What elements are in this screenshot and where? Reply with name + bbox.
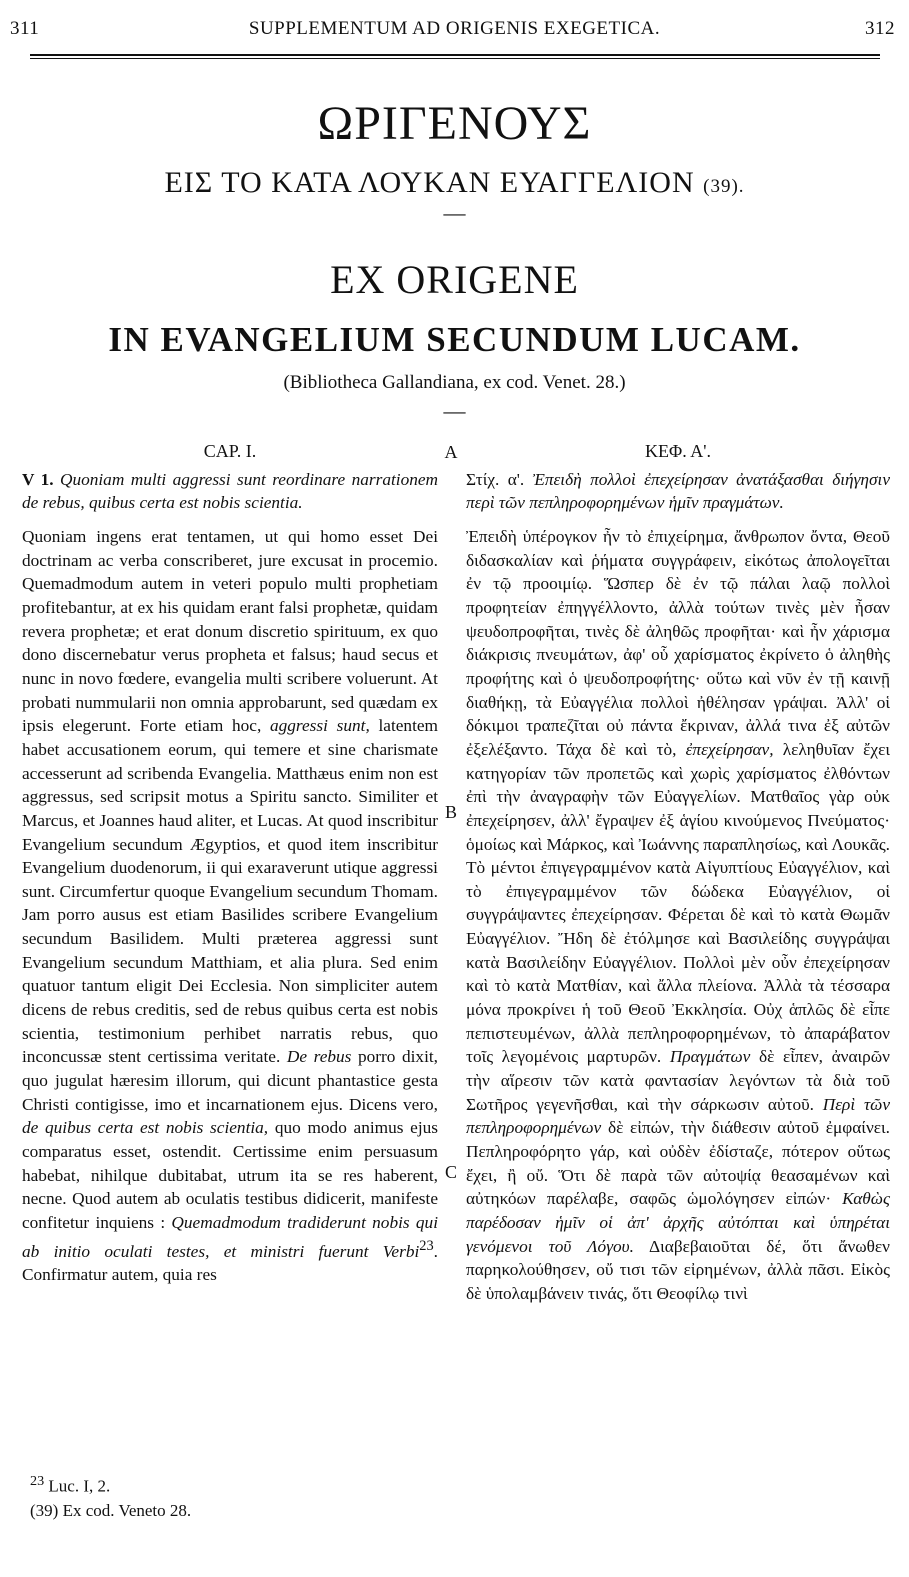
greek-text-5: Διαβεβαιοῦται δέ, ὅτι ἄνωθεν παρηκολούθησεν, οὔ τισι τῶν εἰρημένων, ἀλλὰ πᾶσι. Εἰκὸς δὲ ὑπολαμβάνειν τινάς, ὅτι Θεοφίλῳ τινὶ [466, 1236, 890, 1303]
greek-italic-1: ἐπεχείρησαν, [685, 739, 774, 759]
page-number-left: 311 [10, 18, 40, 39]
chapter-heading-greek: ΚΕΦ. Α'. [645, 441, 711, 461]
margin-letter-a: A [444, 442, 458, 462]
latin-column [22, 440, 438, 1287]
greek-text-2: λεληθυῖαν ἔχει κατηγορίαν τῶν προπετῶς καὶ χωρὶς χαρίσματος ἐλθόντων ἐπὶ τὴν ἀναγραφὴν τῶν Εὐαγγελίων. Ματθαῖος γὰρ οὐκ ἐπεχείρησεν, ἀλλ' ἔγραψεν ἐξ ἁγίου κινούμενος Πνεύματος· ὁμοίως καὶ Μάρκος, καὶ Ἰωάννης παραπλησίως, καὶ Λουκᾶς. Τὸ μέντοι ἐπιγεγραμμένον κατὰ Αἰγυπτίους Εὐαγγέλιον, καὶ τὸ ἐπιγεγραμμένον τῶν δώδεκα Εὐαγγέλιον, οἱ συγγράψαντες ἐπεχείρησαν. Φέρεται δὲ καὶ τὸ κατὰ Θωμᾶν Εὐαγγέλιον. Ἤδη δὲ ἐτόλμησε καὶ Βασιλείδης συγγράψαι κατὰ Βασιλείδην Εὐαγγέλιον. Πολλοὶ μὲν οὖν ἐπεχείρησαν καὶ τὸ κατὰ Ματθίαν, καὶ ἄλλα πλείονα. Ἀλλὰ τὰ τέσσαρα μόνα προκρίνει ἡ τοῦ Θεοῦ Ἐκκλησία. Οὐχ ἁπλῶς δὲ εἶπε πεπιστευμένων, ἀλλὰ πεπληροφορημένων, τὸ ἀπαράβατον τοῖς λεγομένοις μαρτυρῶν. [466, 739, 891, 1067]
greek-column [466, 440, 890, 1306]
latin-italic-4: Quemadmodum tradiderunt nobis qui ab initio oculati testes, et ministri fuerunt Verbi [22, 1213, 438, 1261]
greek-body [466, 525, 890, 1306]
header-rule-thin [30, 58, 880, 59]
footnotes [30, 1469, 430, 1523]
footnote-23-mark: 23 [30, 1473, 45, 1489]
greek-italic-2: Πραγμάτων [669, 1047, 751, 1067]
verse-label-greek: Στίχ. α'. [466, 469, 525, 489]
running-title: SUPPLEMENTUM AD ORIGENIS EXEGETICA. [248, 18, 661, 39]
latin-author-title: EX ORIGENE [330, 257, 579, 302]
footnote-23-text: Luc. I, 2. [48, 1476, 111, 1496]
verse-number: V 1. [22, 469, 54, 489]
greek-italic-4: Καθὼς παρέδοσαν ἡμῖν οἱ ἀπ' ἀρχῆς αὐτόπται καὶ ὑπηρέται γενόμενοι τοῦ Λόγου. [466, 1189, 890, 1256]
footnote-ref-23: 23 [419, 1237, 434, 1254]
latin-text-2: latentem habet accusationem eorum, qui temere et sine charismate accesserunt ad scribenda Evangelia. Matthæus enim non est aggressus, sed scripsit motus a Spiritu sancto. Similiter et Marcus, et Joannes haud aliter, et Lucas. At quod inscribitur Evangelium secundum Ægyptios, et quod item inscribitur Evangelium duodenorum, ii qui exaraverunt utique aggressi sunt. Circumfertur quoque Evangelium secundum Thomam. Jam porro ausus est etiam Basilides scribere Evangelium secundum Basilidem. Multi prætereа aggressi sunt Evangelium secundum Matthiam, et alia plura. Sed enim quatuor tantum eligit Dei Ecclesia. Non simpliciter autem dicens de rebus creditis, sed de rebus quibus certa est nobis scientia, testimonium perhibet narratis rebus, quo inconcussæ stent certissima veritate. [22, 716, 438, 1067]
greek-italic-3: Περὶ τῶν πεπληροφορημένων [466, 1094, 890, 1138]
latin-work-title: IN EVANGELIUM SECUNDUM LUCAM. [108, 320, 801, 359]
greek-work-note: (39). [703, 176, 745, 197]
latin-italic-2: De rebus [286, 1047, 352, 1067]
section-divider: — [443, 398, 466, 423]
latin-italic-3: de quibus certa est nobis scientia, [22, 1118, 269, 1138]
greek-work-text: ΕΙΣ ΤΟ ΚΑΤΑ ΛΟΥΚΑΝ ΕΥΑΓΓΕΛΙΟΝ [164, 166, 695, 199]
greek-work-title [0, 166, 909, 200]
greek-text-4: δὲ εἰπών, τὴν διάθεσιν αὐτοῦ ἐμφαίνει. Πεπληροφόρητο γάρ, καὶ οὐδὲν ἐδίσταζε, πότερον οὕτως ἔχει, ἢ οὔ. Ὅτι δὲ παρὰ τῶν αὐτοψίᾳ θεασαμένων καὶ αὐτηκόων παρέλαβε, σαφῶς ὡμολόγησεν εἰπών· [466, 1118, 890, 1209]
lemma-latin [22, 468, 438, 515]
latin-text-1: Quoniam ingens erat tentamen, ut qui homo esset Dei doctrinam ac verba conscriberet, jure excusat in procemio. Quemadmodum autem in veteri populo multi prophetiam profitebantur, at ex his quidam erant falsi prophetæ, quidam revera prophetæ; et erat donum discretio spirituum, ex quo dono discernebatur verus propheta et falsus; haud secus et nunc in novo fœdere, evangelia multi scribere voluerunt. At probati nummularii non omnia approbarunt, sed quædam ex ipsis elegerunt. Forte etiam hoc, [22, 526, 438, 736]
latin-body [22, 525, 438, 1287]
latin-text-3: porro dixit, quo jugulat hæresim illorum, qui dicunt phantastice gesta Christi contigisse, imo et incarnationem ejus. Dicens vero, [22, 1047, 438, 1114]
margin-letter-b: B [444, 802, 457, 822]
greek-text-3: δὲ εἶπεν, ἀναιρῶν τὴν αἵρεσιν τῶν κατὰ φαντασίαν λεγόντων τὰ διὰ τοῦ Σωτῆρος γεγενῆσθαι, καὶ τὴν σάρκωσιν αὐτοῦ. [466, 1047, 890, 1114]
page-number-right: 312 [865, 18, 895, 39]
lemma-latin-text: Quoniam multi aggressi sunt reordinare narrationem de rebus, quibus certa est nobis scientia. [22, 469, 438, 513]
source-note: (Bibliotheca Gallandiana, ex cod. Venet. 28.) [283, 372, 626, 393]
latin-text-5: . Confirmatur autem, quia res [22, 1241, 438, 1285]
chapter-heading-latin: CAP. I. [203, 441, 257, 461]
header-rule-thick [30, 54, 880, 56]
greek-author-title: ΩΡΙΓΕΝΟΥΣ [317, 97, 592, 150]
lemma-greek [466, 468, 890, 515]
margin-letter-c: C [444, 1162, 457, 1182]
latin-text-4: quo modo animus ejus comparatus esset, ostendit. Certissime enim persuasum habebat, nihilque dubitabat, utrum ita se res haberent, necne. Quod autem ab oculatis testibus didicerit, manifeste confitetur inquiens : [22, 1118, 438, 1232]
running-header [0, 14, 909, 44]
footnote-23 [30, 1469, 430, 1499]
lemma-greek-text: Ἐπειδὴ πολλοὶ ἐπεχείρησαν ἀνατάξασθαι διήγησιν περὶ τῶν πεπληροφορημένων ἡμῖν πραγμάτων. [466, 469, 890, 513]
title-divider: — [443, 200, 466, 225]
greek-text-1: Ἐπειδὴ ὑπέρογκον ἦν τὸ ἐπιχείρημα, ἄνθρωπον ὄντα, Θεοῦ διδασκαλίαν καὶ ῥήματα συγγράφειν, εἰκότως ἀπολογεῖται ἐν τῷ προοιμίῳ. Ὥσπερ δὲ ἐν τῷ πάλαι λαῷ πολλοὶ προφητείαν ἐπηγγέλλοντο, ἀλλὰ τούτων τινὲς μὲν ἦσαν ψευδοπροφῆται, τινὲς δὲ ἀληθῶς προφῆται· καὶ ἦν χάρισμα διάκρισις πνευμάτων, ἀφ' οὗ χαρίσματος ἐκρίνετο ὁ ἀληθὴς προφήτης καὶ ὁ ψευδοπροφήτης· οὕτω καὶ νῦν ἐν τῇ καινῇ διαθήκῃ, τὰ Εὐαγγέλια πολλοὶ ἠθέλησαν γράψαι. Ἀλλ' οἱ δόκιμοι τραπεζῖται οὐ πάντα ἔκριναν, ἀλλά τινα ἐξ αὐτῶν ἐξελέξαντο. Τάχα δὲ καὶ τὸ, [466, 526, 890, 759]
latin-italic-1: aggressi sunt, [270, 716, 370, 736]
footnote-39: (39) Ex cod. Veneto 28. [30, 1500, 192, 1520]
